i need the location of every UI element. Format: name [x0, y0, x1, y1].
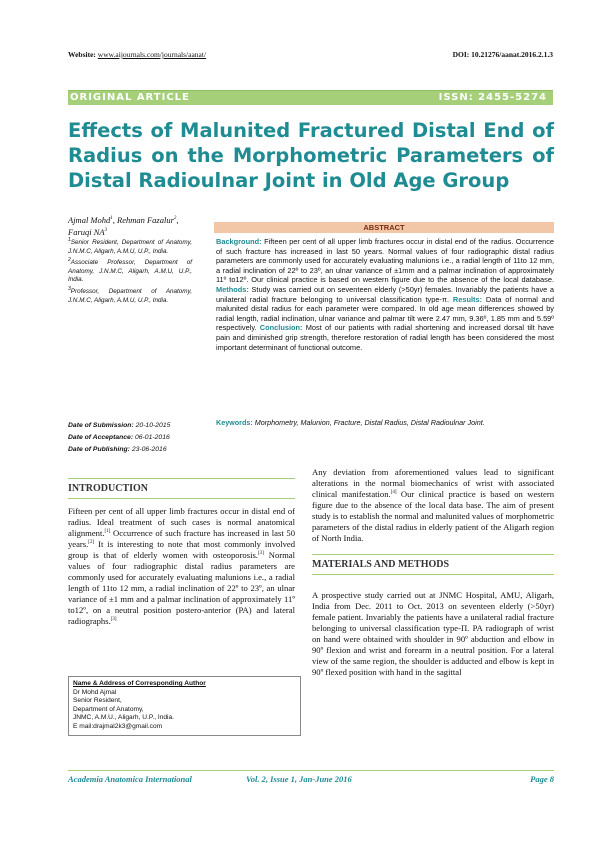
intro-sentence-2: Occurrence of such fracture has increased in last 50 years. — [68, 528, 295, 549]
section-heading-introduction: INTRODUCTION — [68, 478, 295, 499]
author-1-sup: 1 — [110, 216, 113, 222]
footer-issue: Vol. 2, Issue 1, Jan-June 2016 — [246, 774, 352, 784]
keywords-text: Morphometry, Malunion, Fracture, Distal Radius, Distal Radioulnar Joint. — [252, 418, 485, 427]
intro-sentence-3: It is interesting to note that most commonly involved group is that of elderly women with osteoporosis. — [68, 539, 295, 560]
intro-cont-sentence-1: Any deviation from aforementioned values lead to significant alterations in the normal biomechanics of wrist with associated clinical manifestation. — [312, 467, 554, 499]
affiliations — [68, 236, 192, 308]
title-line-2: Radius on the Morphometric Parameters of — [68, 144, 554, 167]
footer-page: Page 8 — [530, 774, 554, 784]
date-submission-value: 20-10-2015 — [133, 422, 171, 429]
corresponding-author-department: Department of Anatomy, — [73, 705, 144, 713]
affiliation-2-text: Associate Professor, Department of Anatomy, J.N.M.C, Aligarh, A.M.U, U.P., India. — [68, 259, 192, 284]
citation-4[interactable]: [3] — [110, 617, 117, 623]
article-dates — [68, 420, 208, 456]
author-2-sup: 2 — [173, 216, 177, 222]
introduction-text — [68, 506, 295, 627]
corresponding-author-address: JNMC, A.M.U., Aligarh, U.P., India. — [73, 714, 175, 722]
website-line — [68, 50, 206, 59]
affiliation-2 — [68, 259, 192, 285]
date-publishing — [68, 444, 208, 456]
title-line-1: Effects of Malunited Fractured Distal End of — [68, 119, 554, 142]
page-footer — [68, 770, 554, 785]
citation-1[interactable]: [1] — [104, 529, 111, 535]
background-text: Fifteen per cent of all upper limb fractures occur in distal end of the radius. Occurrence of such fracture has increased in last 50 years. Normal values of four radiographic distal radius parameters are commonly used for accurately evaluating malunions i.e., a radial length of 11to 12 mm, a radial inclination of 22º to 23º, an ulnar variance of ±1mm and a palmar inclination of approximately 11º to12º. Our clinical practice is based on western figure due to the absence of the local database. — [216, 237, 554, 285]
affiliation-3-sup: 3 — [68, 285, 71, 292]
results-label: Results: — [452, 294, 483, 304]
keywords-label: Keywords: — [216, 418, 253, 427]
affiliation-2-sup: 2 — [68, 257, 71, 264]
affiliation-1-text: Senior Resident, Department of Anatomy, J.N.M.C, Aligarh, A.M.U, U.P., India. — [68, 239, 192, 255]
methods-body: A prospective study carried out at JNMC Hospital, AMU, Aligarh, India from Dec. 2011 to Oct. 2013 on seventeen elderly (>50yr) female patient. Invariably the patients have a unilateral radial fracture belonging to universal classification type-Π. PA radiograph of wrist on hand were obtained with shoulder in 90º abduction and elbow in 90º flexion and wrist and forearm in a neutral position. For a lateral view of the same region, the shoulder is adducted and elbow is kept in 90º flexed position with hand in the sagittal — [312, 590, 554, 677]
abstract-heading: ABSTRACT — [214, 222, 554, 233]
introduction-continued — [312, 467, 554, 544]
author-list — [68, 214, 198, 238]
methods-text: Study was carried out on seventeen elderly (>50yr) females. Invariably the patients have a unilateral radial fracture belonging to universal classification type-π. — [216, 284, 554, 304]
conclusion-text: Most of our patients with radial shortening and increased dorsal tilt have pain and diminished grip strength, therefore restoration of radial length has been considered the most important determinant of functional outcome. — [216, 323, 554, 352]
corresponding-author-email[interactable]: E mail:drajmal2k3@gmail.com — [73, 722, 163, 730]
intro-sentence-1: Fifteen per cent of all upper limb fractures occur in distal end of radius. Ideal treatment of such cases is normal anatomical alignment. — [68, 506, 295, 538]
abstract-body — [216, 237, 554, 352]
issn: ISSN: 2455-5274 — [438, 92, 547, 103]
intro-cont-sentence-2: Our clinical practice is based on western figure due to the absence of the local data base. The aim of present study is to establish the normal and malunited values of morphometric parameters of the distal radius in elderly patient of the Aligarh region of North India. — [312, 489, 555, 543]
affiliation-3-text: Professor, Department of Anatomy, J.N.M.C, Aligarh, A.M.U, U.P., India. — [68, 287, 192, 304]
article-title — [68, 118, 554, 193]
date-acceptance-value: 06-01-2016 — [133, 434, 170, 441]
corresponding-author-name: Dr Mohd Ajmal — [73, 688, 117, 696]
citation-5[interactable]: [4] — [390, 490, 397, 496]
author-2: , Rehman Fazalur — [112, 215, 174, 225]
article-type: ORIGINAL ARTICLE — [70, 92, 190, 103]
affiliation-1-sup: 1 — [68, 236, 71, 243]
website-link[interactable]: www.aijournals.com/journals/aanat/ — [97, 50, 207, 59]
doi[interactable]: DOI: 10.21276/aanat.2016.2.1.3 — [452, 50, 553, 59]
date-publishing-label: Date of Publishing: — [68, 446, 130, 453]
corresponding-author-heading: Name & Address of Corresponding Author — [73, 680, 206, 687]
author-3-sup: 3 — [104, 228, 108, 234]
website-label: Website: — [68, 50, 96, 59]
methods-label: Methods: — [216, 284, 249, 294]
intro-sentence-4: Normal values of four radiographic distal radius parameters are commonly used for accurately evaluating malunions i.e., a radial length of 11to 12 mm, a radial inclination of 22º to 23º, an ulnar variance of ±1 mm and a palmar inclination of approximately 11º to12º, on a neutral position postero-anterior (PA) and lateral radiographs. — [68, 550, 296, 626]
corresponding-author-position: Senior Resident, — [73, 697, 122, 705]
date-publishing-value: 23-06-2016 — [129, 446, 167, 453]
title-line-3: Distal Radioulnar Joint in Old Age Group — [68, 169, 510, 192]
background-label: Background: — [216, 237, 262, 246]
keywords — [216, 418, 554, 428]
citation-2[interactable]: [2] — [88, 540, 95, 546]
author-1: Ajmal Mohd — [68, 215, 111, 225]
section-heading-methods: MATERIALS AND METHODS — [312, 554, 554, 575]
affiliation-3 — [68, 285, 192, 305]
date-submission — [68, 420, 208, 432]
citation-3[interactable]: [3] — [257, 551, 264, 557]
footer-journal: Academia Anatomica International — [68, 774, 192, 784]
affiliation-1 — [68, 236, 192, 256]
conclusion-label: Conclusion: — [259, 323, 303, 333]
results-text: Data of normal and malunited distal radius for each parameter were compared. In old age mean differences showed by radial length, radial inclination, ulnar variance and palmar tilt were 2.47 mm, 9.36º, 1.85 mm and 5.59º respectively. — [216, 294, 554, 333]
article-type-band — [68, 90, 553, 105]
author-3: , Faruqi NA — [68, 215, 179, 237]
corresponding-author-box — [68, 676, 301, 736]
date-acceptance — [68, 432, 208, 444]
date-submission-label: Date of Submission: — [68, 422, 134, 429]
date-acceptance-label: Date of Acceptance: — [68, 434, 134, 441]
